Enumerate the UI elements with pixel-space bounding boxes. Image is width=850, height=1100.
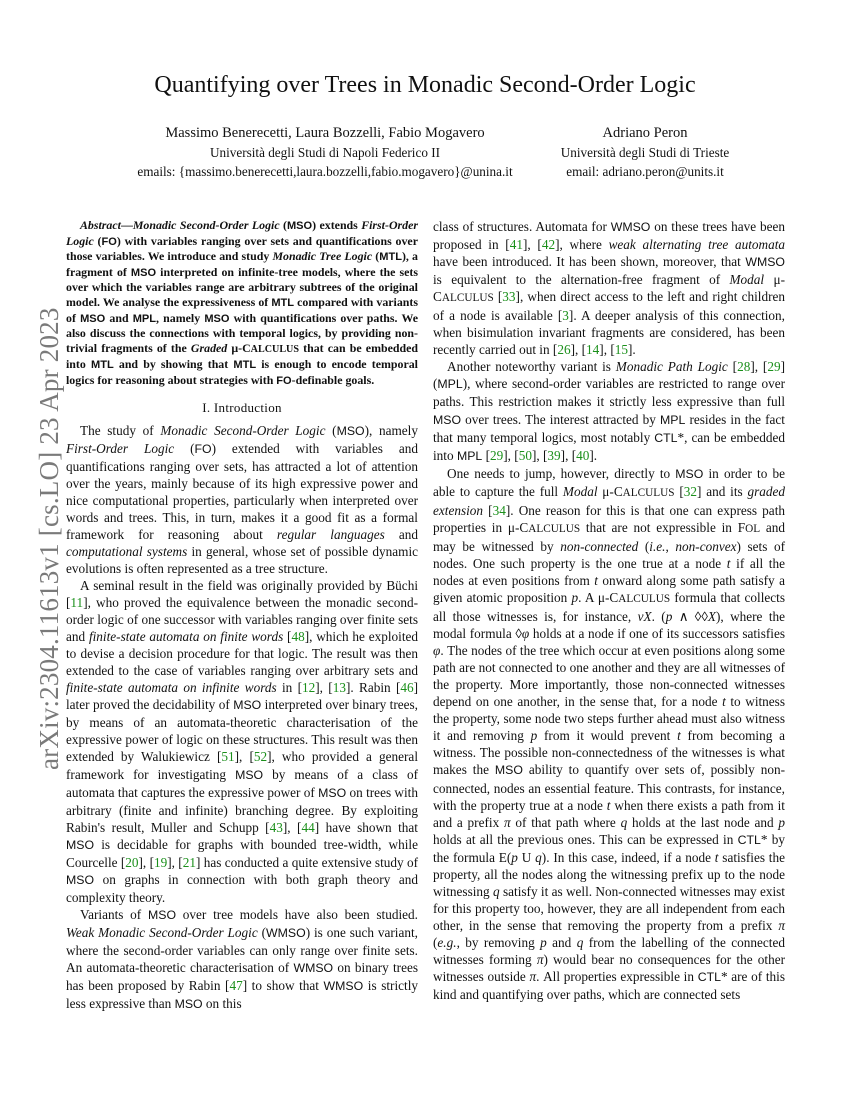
right-column: class of structures. Automata for WMSO on these trees have been proposed in [41], [42], where weak alternating tree automata have been introduced. It has been shown, moreover, that WMSO is equivalent to the alternation-free fragment of Modal μ-CALCULUS [33], when direct access to the left and right children of a node is available [3]. A deeper analysis of this connection, when bisimulation invariant fragments are considered, has been recently carried out in [26], [14], [15]. Another noteworthy variant is Monadic Path Logic [28], [29] (MPL), where second-order variables are restricted to range over paths. This restriction makes it strictly less expressive than full MSO over trees. The interest attracted by MPL resides in the fact that many temporal logics, most notably CTL*, can be embedded into MPL [29], [50], [39], [40]. One needs to jump, however, directly to MSO in order to be able to capture the full Modal μ-CALCULUS [32] and its graded extension [34]. One reason for this is that one can express path properties in μ-CALCULUS that are not expressible in FOL and may be witnessed by non-connected (i.e., non-convex) sets of nodes. One such property is the one true at a node t if all the nodes at even positions from t onward along some path satisfy a given atomic proposition p. A μ-CALCULUS formula that collects all those witnesses is, for instance, νX. (p ∧ ◊◊X), where the modal formula ◊φ holds at a node if one of its successors satisfies φ. The nodes of the tree which occur at even positions along some path are not connected to one another and they are all witnesses of the property. More importantly, those non-connected witnesses depend on one another, in the sense that, for a node t to witness the property, some node two steps further ahead must also witness it and removing p from it would prevent t from becoming a witness. The possible non-connectedness of the witnesses is what makes the MSO ability to quantify over sets of, possibly non-connected, nodes an essential feature. This contrasts, for instance, with the property true at a node t when there exists a path from it and a prefix π of that path where q holds at the last node and p holds at all the previous ones. This can be expressed in CTL* by the formula E(p U q). In this case, indeed, if a node t satisfies the property, all the nodes along the witnessing prefix up to the node witnessing q satisfy it as well. Non-connected witnesses may exist for this property too, however, they are all independent from each other, in the sense that removing the property from a prefix π (e.g., by removing p and q from the labelling of the connected witnesses forming π) would bear no consequences for the other witnesses outside π. All properties expressible in CTL* are of this kind and quantifying over paths, which are connected sets bbox=[433, 219, 786, 1003]
body-text: The study of Monadic Second-Order Logic (MSO), namely First-Order Logic (FO) extended with variables and quantifications ranging over sets, has attracted a lot of attention over the years, mainly because of its high expressive power and nice computational properties, particularly when interpreted over words and trees. This, in turn, makes it a good fit as a formal framework for reasoning about regular languages and computational systems in general, whose set of possible dynamic evolutions is often represented as a tree structure. A seminal result in the field was originally provided by Büchi [11], who proved the equivalence between the monadic second-order logic of one successor with variables ranging over finite sets and finite-state automata on finite words [48], which he exploited to devise a decision procedure for that logic. The result was then extended to the case of variables ranging over arbitrary sets and finite-state automata on infinite words in [12], [13]. Rabin [46] later proved the decidability of MSO interpreted over binary trees, by means of an automata-theoretic characterisation of the expressive power of logic on these structures. This result was then extended by Walukiewicz [51], [52], who provided a general framework for investigating MSO by means of a class of automata that captures the expressive power of MSO on trees with arbitrary (finite and infinite) branching degree. By exploiting Rabin's result, Muller and Schupp [43], [44] have shown that MSO is decidable for graphs with bounded tree-width, while Courcelle [20], [19], [21] has conducted a quite extensive study of MSO on graphs in connection with both graph theory and complexity theory. Variants of MSO over tree models have also been studied. Weak Monadic Second-Order Logic (WMSO) is one such variant, where the second-order variables can only range over finite sets. An automata-theoretic characterisation of WMSO on binary trees has been proposed by Rabin [47] to show that WMSO is strictly less expressive than MSO on this bbox=[66, 422, 419, 1012]
author-block-right bbox=[545, 124, 745, 181]
arxiv-sidebar bbox=[14, 250, 64, 770]
author-affiliation: Università degli Studi di Trieste bbox=[560, 145, 730, 160]
author-email: emails: {massimo.benerecetti,laura.bozzelli,fabio.mogavero}@unina.it bbox=[137, 164, 513, 179]
abstract: Abstract—Monadic Second-Order Logic (MSO) extends First-Order Logic (FO) with variables ranging over sets and quantifications over those variables. We introduce and study Monadic Tree Logic (MTL), a fragment of MSO interpreted on infinite-tree models, where the sets over which the variables range are arbitrary subtrees of the original model. We analyse the expressiveness of MTL compared with variants of MSO and MPL, namely MSO with quantifications over paths. We also discuss the connections with temporal logics, by providing non-trivial fragments of the Graded μ-CALCULUS that can be embedded into MTL and by showing that MTL is enough to encode temporal logics for reasoning about strategies with FO-definable goals. bbox=[66, 218, 419, 387]
author-email: email: adriano.peron@units.it bbox=[566, 164, 724, 179]
section-heading: I. Introduction bbox=[202, 399, 282, 415]
arxiv-identifier: arXiv:2304.11613v1 [cs.LO] 23 Apr 2023 bbox=[34, 307, 64, 770]
paper-title: Quantifying over Trees in Monadic Second-Order Logic bbox=[154, 72, 696, 98]
author-names: Massimo Benerecetti, Laura Bozzelli, Fabio Mogavero bbox=[165, 125, 485, 141]
left-column bbox=[66, 218, 418, 1013]
author-block-left bbox=[110, 124, 540, 181]
author-names: Adriano Peron bbox=[602, 125, 688, 141]
author-affiliation: Università degli Studi di Napoli Federico II bbox=[209, 145, 440, 160]
